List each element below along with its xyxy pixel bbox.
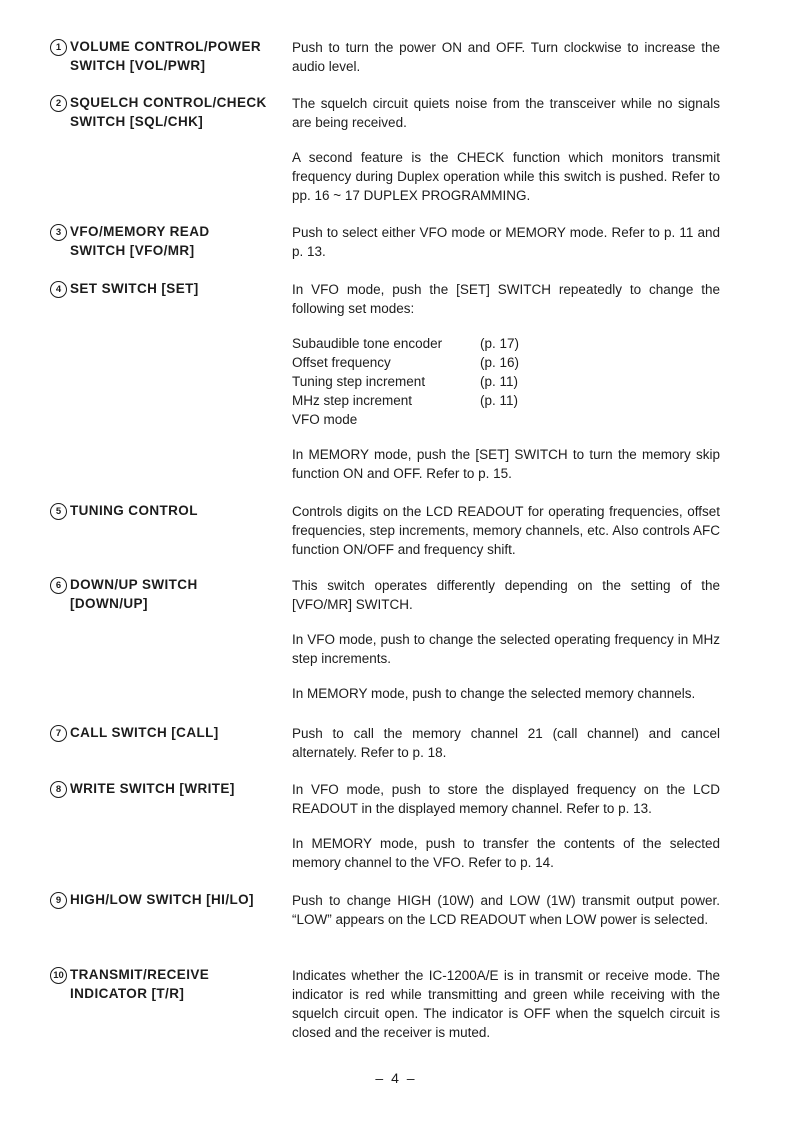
set-mode-row bbox=[292, 353, 519, 372]
title-line-1: CALL SWITCH [CALL] bbox=[70, 725, 219, 740]
set-mode-name: VFO mode bbox=[292, 412, 358, 427]
entry-description bbox=[292, 38, 720, 76]
paragraph: In VFO mode, push to store the displayed frequency on the LCD READOUT in the displayed memory channel. Refer to p. 13. bbox=[292, 782, 720, 816]
title-line-2: INDICATOR [T/R] bbox=[70, 985, 185, 1001]
set-mode-page bbox=[480, 410, 519, 429]
title-line-1: DOWN/UP SWITCH bbox=[70, 577, 198, 592]
set-mode-name: Subaudible tone encoder bbox=[292, 336, 443, 351]
item-number: 1 bbox=[50, 39, 67, 56]
item-number: 7 bbox=[50, 725, 67, 742]
set-mode-row bbox=[292, 334, 519, 353]
paragraph: In VFO mode, push to change the selected operating frequency in MHz step increments. bbox=[292, 632, 720, 666]
set-mode-name: MHz step increment bbox=[292, 393, 413, 408]
paragraph: This switch operates differently depending on the setting of the [VFO/MR] SWITCH. bbox=[292, 578, 720, 612]
paragraph: Indicates whether the IC-1200A/E is in transmit or receive mode. The indicator is red while transmitting and green while receiving with the squelch circuit open. The indicator is OFF when the squelch circuit is closed and the receiver is muted. bbox=[292, 968, 720, 1040]
entry-title bbox=[50, 966, 285, 1003]
entry-description bbox=[292, 780, 720, 872]
set-modes-list bbox=[292, 334, 519, 429]
set-mode-page: (p. 16) bbox=[480, 355, 520, 370]
paragraph: In MEMORY mode, push to transfer the contents of the selected memory channel to the VFO. Refer to p. 14. bbox=[292, 836, 720, 870]
set-mode-row bbox=[292, 410, 519, 429]
title-line-2: [DOWN/UP] bbox=[70, 595, 148, 611]
entry-description bbox=[292, 966, 720, 1042]
entry-title bbox=[50, 94, 285, 131]
paragraph: Push to call the memory channel 21 (call channel) and cancel alternately. Refer to p. 18. bbox=[292, 726, 720, 760]
title-line-1: SET SWITCH [SET] bbox=[70, 281, 199, 296]
paragraph: A second feature is the CHECK function which monitors transmit frequency during Duplex operation while this switch is pushed. Refer to pp. 16 ~ 17 DUPLEX PROGRAMMING. bbox=[292, 150, 720, 203]
set-mode-page: (p. 11) bbox=[480, 393, 519, 408]
entry-title bbox=[50, 38, 285, 75]
entry-description bbox=[292, 891, 720, 929]
item-number: 10 bbox=[50, 967, 67, 984]
title-line-1: TRANSMIT/RECEIVE bbox=[70, 967, 210, 982]
set-mode-row bbox=[292, 372, 519, 391]
entry-title bbox=[50, 223, 285, 260]
paragraph: In MEMORY mode, push the [SET] SWITCH to turn the memory skip function ON and OFF. Refer to p. 15. bbox=[292, 447, 720, 481]
title-line-1: VOLUME CONTROL/POWER bbox=[70, 39, 261, 54]
set-mode-name: Offset frequency bbox=[292, 355, 391, 370]
title-line-2: SWITCH [SQL/CHK] bbox=[70, 113, 204, 129]
item-number: 6 bbox=[50, 577, 67, 594]
title-line-1: HIGH/LOW SWITCH [HI/LO] bbox=[70, 892, 254, 907]
set-mode-row bbox=[292, 391, 519, 410]
set-mode-page: (p. 17) bbox=[480, 336, 520, 351]
entry-description bbox=[292, 576, 720, 703]
entry-title bbox=[50, 724, 285, 743]
item-number: 9 bbox=[50, 892, 67, 909]
entry-description bbox=[292, 94, 720, 205]
item-number: 8 bbox=[50, 781, 67, 798]
paragraph: Controls digits on the LCD READOUT for operating frequencies, offset frequencies, step increments, memory channels, etc. Also controls AFC function ON/OFF and frequency shift. bbox=[292, 504, 720, 557]
set-mode-name: Tuning step increment bbox=[292, 374, 426, 389]
title-line-1: WRITE SWITCH [WRITE] bbox=[70, 781, 235, 796]
entry-description bbox=[292, 724, 720, 762]
paragraph: Push to change HIGH (10W) and LOW (1W) transmit output power. “LOW” appears on the LCD READOUT when LOW power is selected. bbox=[292, 893, 720, 927]
entry-title bbox=[50, 576, 285, 613]
item-number: 5 bbox=[50, 503, 67, 520]
entry-description bbox=[292, 223, 720, 261]
title-line-1: SQUELCH CONTROL/CHECK bbox=[70, 95, 267, 110]
paragraph: In MEMORY mode, push to change the selected memory channels. bbox=[292, 686, 696, 701]
paragraph: Push to turn the power ON and OFF. Turn clockwise to increase the audio level. bbox=[292, 40, 720, 74]
entry-title bbox=[50, 891, 285, 910]
entry-title bbox=[50, 780, 285, 799]
title-line-2: SWITCH [VFO/MR] bbox=[70, 242, 195, 258]
title-line-2: SWITCH [VOL/PWR] bbox=[70, 57, 206, 73]
entry-description bbox=[292, 280, 720, 483]
entry-description bbox=[292, 502, 720, 559]
set-mode-page: (p. 11) bbox=[480, 374, 519, 389]
entry-title bbox=[50, 502, 285, 521]
item-number: 3 bbox=[50, 224, 67, 241]
paragraph: The squelch circuit quiets noise from the transceiver while no signals are being received. bbox=[292, 96, 720, 130]
item-number: 2 bbox=[50, 95, 67, 112]
title-line-1: TUNING CONTROL bbox=[70, 503, 198, 518]
paragraph: In VFO mode, push the [SET] SWITCH repeatedly to change the following set modes: bbox=[292, 282, 720, 316]
item-number: 4 bbox=[50, 281, 67, 298]
page-number: – 4 – bbox=[375, 1070, 417, 1086]
paragraph: Push to select either VFO mode or MEMORY mode. Refer to p. 11 and p. 13. bbox=[292, 225, 720, 259]
title-line-1: VFO/MEMORY READ bbox=[70, 224, 210, 239]
entry-title bbox=[50, 280, 285, 299]
